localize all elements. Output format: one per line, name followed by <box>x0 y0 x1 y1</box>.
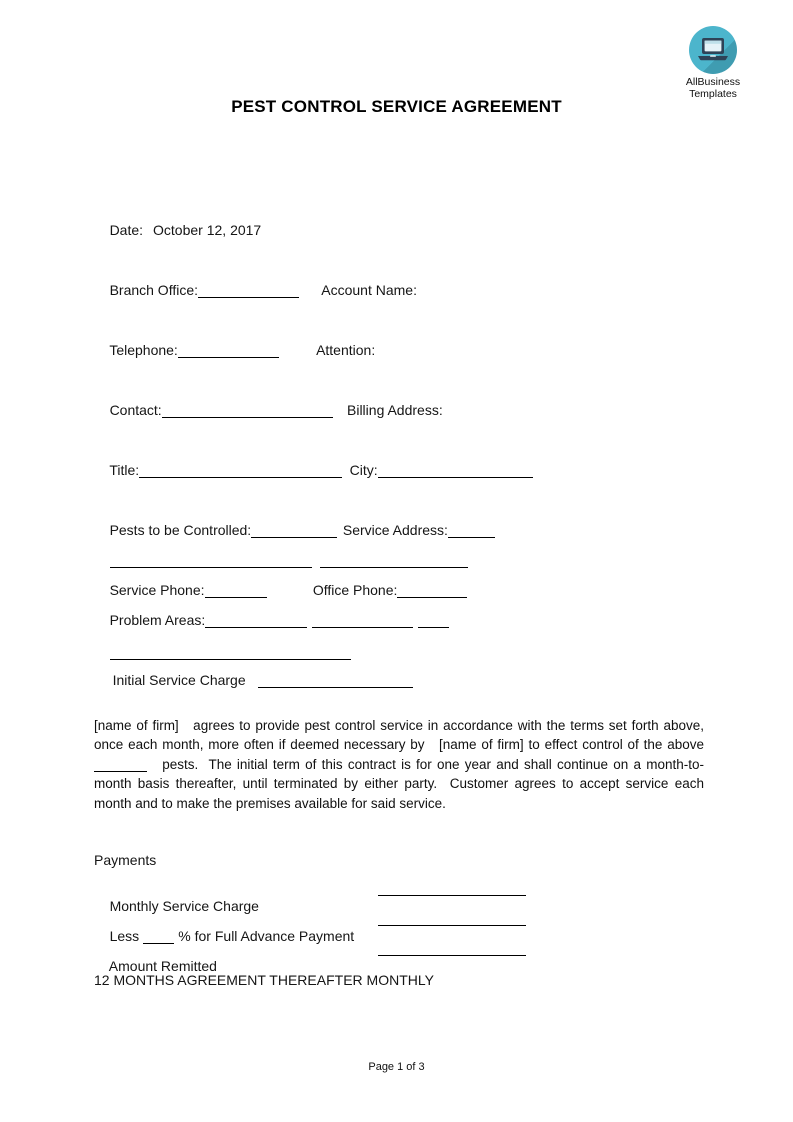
telephone-blank[interactable] <box>178 344 279 358</box>
contact-blank[interactable] <box>162 404 333 418</box>
laptop-icon-glyph <box>696 35 730 65</box>
monthly-service-charge-label: Monthly Service Charge <box>109 898 259 914</box>
telephone-line <box>94 326 703 374</box>
advance-payment-blank[interactable] <box>378 912 526 926</box>
term-note: 12 MONTHS AGREEMENT THEREAFTER MONTHLY <box>94 972 434 988</box>
logo-brand-line2: Templates <box>689 88 737 101</box>
problem-areas-blank-3[interactable] <box>418 614 449 628</box>
branch-office-line <box>94 266 703 314</box>
amount-remitted-blank[interactable] <box>378 942 526 956</box>
account-name-label: Account Name: <box>321 282 417 298</box>
agreement-text-part2: pests. The initial term of this contract is for one year and shall continue on a month-to-month basis thereafter, until terminated by either party. Customer agrees to accept service each month and to make the premises available for said service. <box>94 756 708 811</box>
date-line <box>94 206 703 254</box>
city-blank[interactable] <box>378 464 534 478</box>
problem-areas-label: Problem Areas: <box>109 612 206 628</box>
initial-service-charge-label: Initial Service Charge <box>112 672 246 688</box>
less-prefix-label: Less <box>109 928 140 944</box>
agreement-text-part1: [name of firm] agrees to provide pest control service in accordance with the terms set forth above, once each month, more often if deemed necessary by [name of firm] to effect control of the above <box>94 718 708 753</box>
problem-areas-blank-1[interactable] <box>205 614 306 628</box>
office-phone-label: Office Phone: <box>312 582 398 598</box>
agreement-paragraph <box>94 716 708 813</box>
agreement-blank[interactable] <box>94 759 147 772</box>
amount-remitted-label: Amount Remitted <box>108 958 217 974</box>
title-blank[interactable] <box>139 464 341 478</box>
date-value: October 12, 2017 <box>153 222 262 238</box>
payments-heading: Payments <box>94 852 157 868</box>
branch-office-blank[interactable] <box>198 284 299 298</box>
monthly-service-charge-blank[interactable] <box>378 882 526 896</box>
pests-label: Pests to be Controlled: <box>109 522 252 538</box>
service-address-label: Service Address: <box>342 522 448 538</box>
problem-areas-blank-2[interactable] <box>312 614 413 628</box>
title-label: Title: <box>109 462 140 478</box>
branch-office-label: Branch Office: <box>109 282 199 298</box>
billing-address-label: Billing Address: <box>347 402 443 418</box>
logo-brand-line1: AllBusiness <box>685 76 741 88</box>
initial-service-charge-line <box>94 656 703 704</box>
document-title: PEST CONTROL SERVICE AGREEMENT <box>231 97 562 116</box>
city-label: City: <box>349 462 378 478</box>
laptop-icon <box>689 26 737 74</box>
title-city-line <box>94 446 703 494</box>
telephone-label: Telephone: <box>109 342 178 358</box>
attention-label: Attention: <box>316 342 376 358</box>
contact-label: Contact: <box>109 402 162 418</box>
date-label: Date: <box>109 222 144 238</box>
contact-line <box>94 386 703 434</box>
page-indicator: Page 1 of 3 <box>368 1061 425 1073</box>
allbusiness-logo <box>656 26 770 101</box>
less-suffix-label: % for Full Advance Payment <box>178 928 355 944</box>
service-phone-label: Service Phone: <box>109 582 205 598</box>
initial-service-charge-blank[interactable] <box>258 674 414 688</box>
